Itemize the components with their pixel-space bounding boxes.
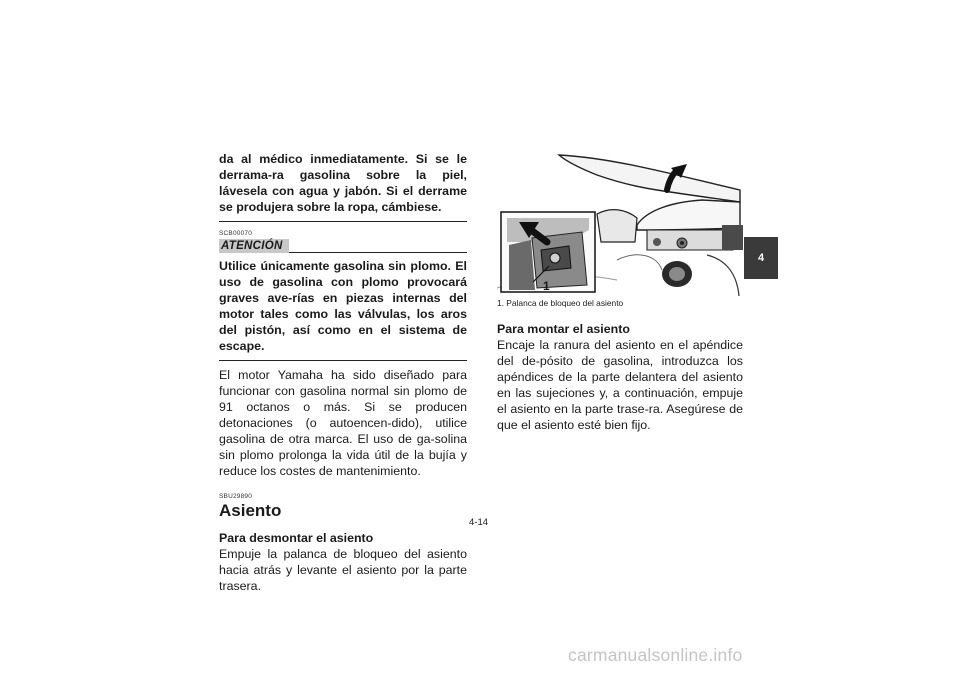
caution-header-rule — [289, 252, 467, 253]
section-code: SBU29890 — [219, 493, 253, 500]
figure-caption: 1. Palanca de bloqueo del asiento — [497, 298, 624, 308]
seat-lock-figure — [497, 150, 743, 296]
caution-end-rule — [219, 360, 467, 361]
caution-header — [219, 239, 467, 253]
seat-illustration — [497, 150, 743, 296]
right-column — [497, 150, 743, 433]
chapter-tab: 4 — [744, 237, 778, 279]
caution-label: ATENCIÓN — [219, 239, 289, 253]
fuel-paragraph: El motor Yamaha ha sido diseñado para funcionar con gasolina normal sin plomo de 91 octanos o más. Si se producen detonaciones (o autoencen-dido), utilice gasolina de otra marca. El uso de ga-solina sin plomo prolonga la vida útil de la bujía y reduce los costes de mantenimiento. — [219, 368, 467, 478]
figure-callout-1: 1 — [543, 279, 550, 293]
caution-text: Utilice únicamente gasolina sin plomo. El uso de gasolina con plomo provocará graves ave-rías en piezas internas del motor tales como las válvulas, los aros del pistón, así como en el sistema de escape. — [219, 259, 467, 353]
install-seat-title: Para montar el asiento — [497, 322, 630, 336]
page-number: 4-14 — [469, 517, 489, 528]
caution-code: SCB00070 — [219, 230, 253, 237]
left-column — [219, 151, 467, 594]
watermark: carmanualsonline.info — [568, 645, 743, 665]
warning-text: da al médico inmediatamente. Si se le derrama-ra gasolina sobre la piel, lávesela con agua y jabón. Si el derrame se produjera sobre la ropa, cámbiese. — [219, 152, 467, 214]
section-title: Asiento — [219, 501, 282, 520]
install-seat-text: Encaje la ranura del asiento en el apéndice del de-pósito de gasolina, introduzca los apéndices de la parte delantera del asiento en las sujeciones y, a continuación, empuje el asiento en la parte trase-ra. Asegúrese de que el asiento esté bien fijo. — [497, 338, 743, 432]
warning-end-rule — [219, 221, 467, 222]
remove-seat-text: Empuje la palanca de bloqueo del asiento hacia atrás y levante el asiento por la parte trasera. — [219, 547, 467, 593]
remove-seat-title: Para desmontar el asiento — [219, 531, 374, 545]
